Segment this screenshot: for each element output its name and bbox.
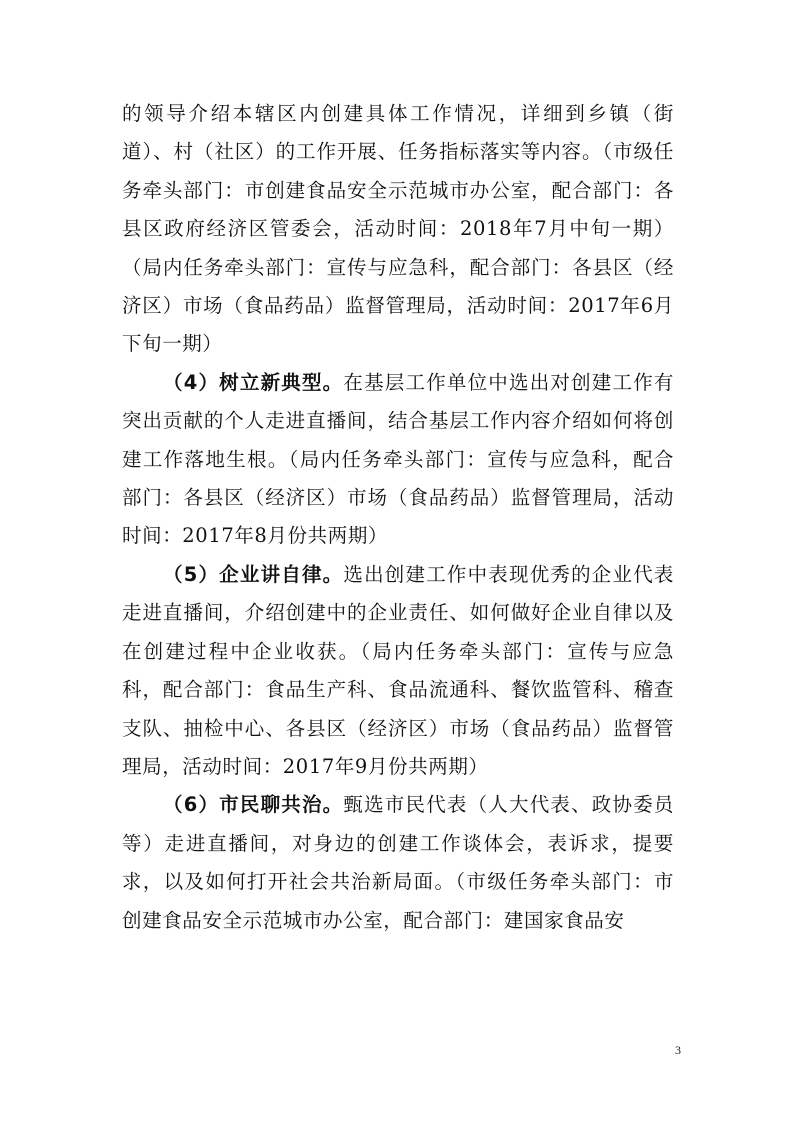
- page-number: 3: [675, 1043, 681, 1057]
- paragraph-text: 在基层工作单位中选出对创建工作有突出贡献的个人走进直播间，结合基层工作内容介绍如何将创建工作落地生根。（局内任务牵头部门：宣传与应急科，配合部门：各县区（经济区）市场（食品药品）监督管理局，活动时间：2017年8月份共两期）: [122, 370, 675, 548]
- paragraph-establish-new-model: [122, 364, 674, 556]
- document-body: [122, 95, 674, 940]
- paragraph-continuation: [122, 95, 674, 364]
- paragraph-text: 的领导介绍本辖区内创建具体工作情况，详细到乡镇（街道）、村（社区）的工作开展、任务指标落实等内容。（市级任务牵头部门：市创建食品安全示范城市办公室，配合部门：各县区政府经济区管委会，活动时间：2018年7月中旬一期）（局内任务牵头部门：宣传与应急科，配合部门：各县区（经济区）市场（食品药品）监督管理局，活动时间：2017年6月下旬一期）: [122, 102, 674, 356]
- paragraph-text: 选出创建工作中表现优秀的企业代表走进直播间，介绍创建中的企业责任、如何做好企业自律以及在创建过程中企业收获。（局内任务牵头部门：宣传与应急科，配合部门：食品生产科、食品流通科、餐饮监管科、稽查支队、抽检中心、各县区（经济区）市场（食品药品）监督管理局，活动时间：2017年9月份共两期）: [122, 562, 675, 778]
- paragraph-text: 甄选市民代表（人大代表、政协委员等）走进直播间，对身边的创建工作谈体会，表诉求，提要求，以及如何打开社会共治新局面。（市级任务牵头部门：市创建食品安全示范城市办公室，配合部门：建国家食品安: [122, 793, 675, 932]
- paragraph-enterprise-self-discipline: [122, 556, 674, 786]
- paragraph-citizen-co-governance: [122, 786, 674, 940]
- paragraph-heading: （4）树立新典型。: [163, 370, 344, 394]
- paragraph-heading: （5）企业讲自律。: [163, 562, 344, 586]
- paragraph-heading: （6）市民聊共治。: [163, 793, 344, 817]
